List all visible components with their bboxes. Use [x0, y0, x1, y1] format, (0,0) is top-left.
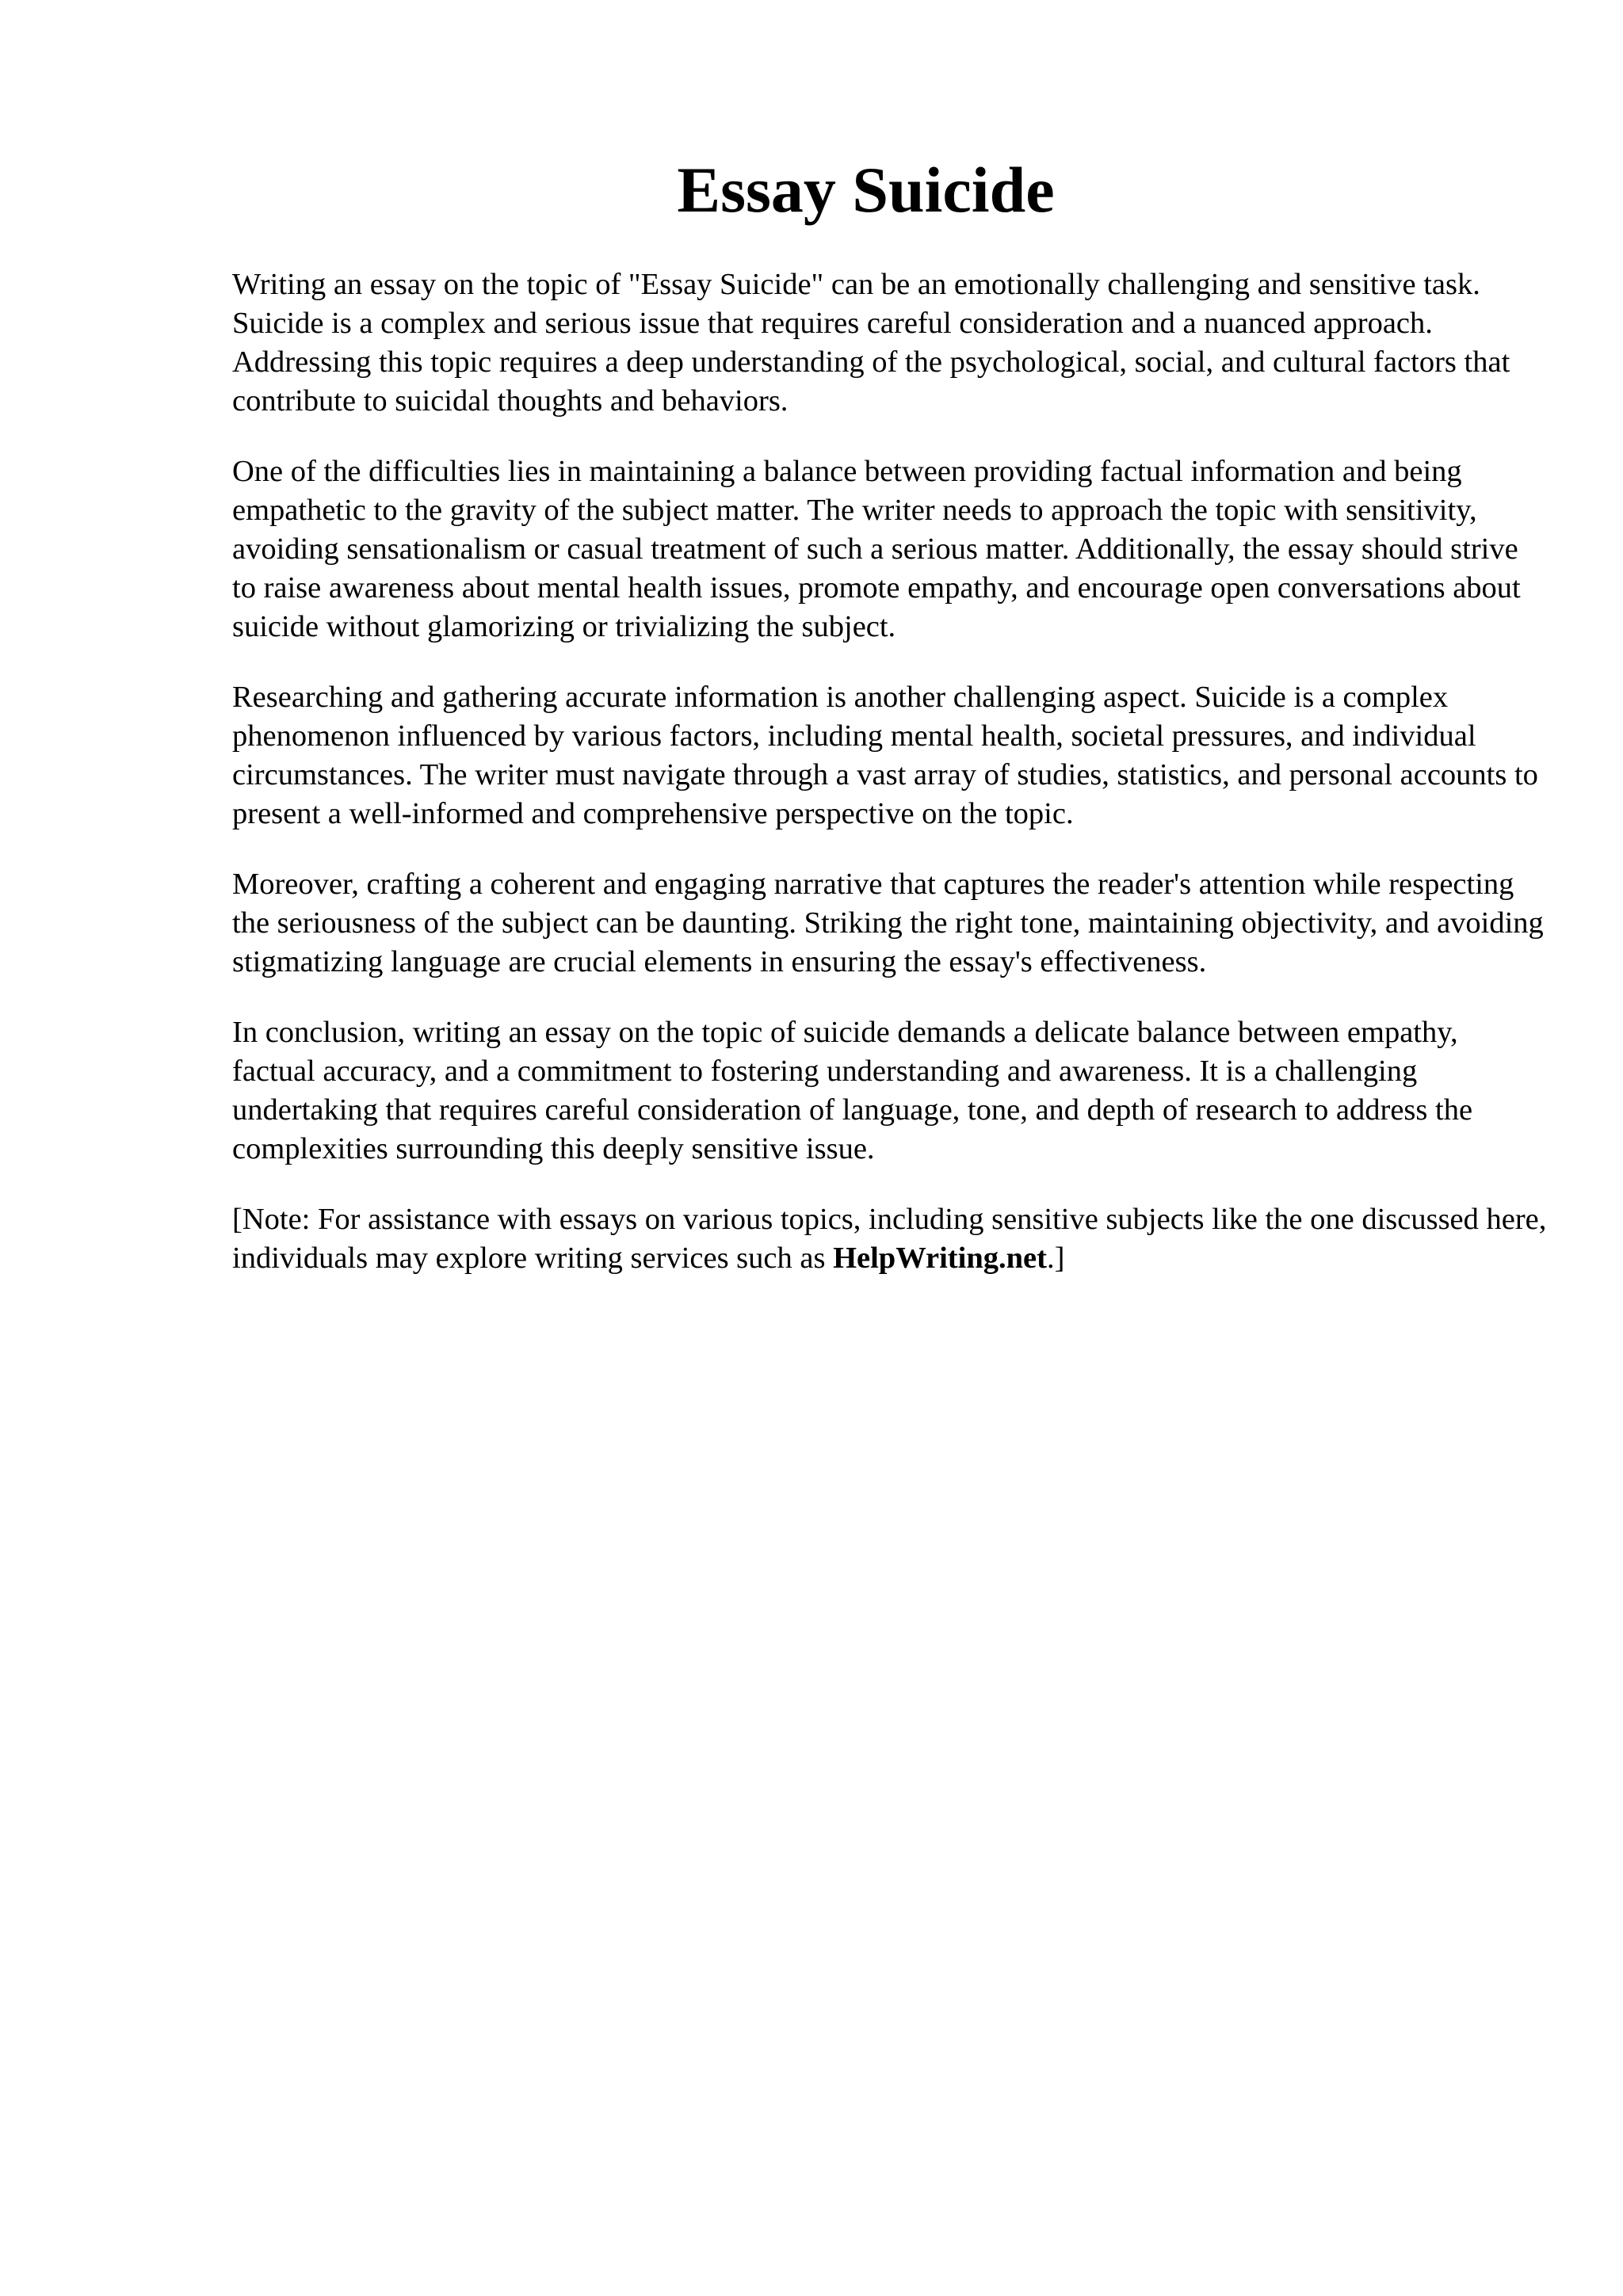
page-title: Essay Suicide — [677, 154, 1055, 226]
paragraph-4: Moreover, crafting a coherent and engaging narrative that captures the reader's attention while respecting the seriousness of the subject can be daunting. Striking the right tone, maintaining objectivity, and avoiding stigmatizing language are crucial elements in ensuring the essay's effectiveness. — [232, 868, 1544, 978]
note-suffix: .] — [1046, 1241, 1065, 1275]
note-prefix: [Note: For assistance with essays on various topics, including sensitive subjects like the one discussed here, individuals may explore writing services such as — [232, 1203, 1547, 1275]
paragraph-5: In conclusion, writing an essay on the topic of suicide demands a delicate balance between empathy, factual accuracy, and a commitment to fostering understanding and awareness. It is a challenging undertaking that requires careful consideration of language, tone, and depth of research to address the complexities surrounding this deeply sensitive issue. — [232, 1016, 1473, 1165]
paragraph-3: Researching and gathering accurate information is another challenging aspect. Suicide is a complex phenomenon influenced by various factors, including mental health, societal pressures, and individual circumstances. The writer must navigate through a vast array of studies, statistics, and personal accounts to present a well-informed and comprehensive perspective on the topic. — [232, 681, 1538, 830]
paragraph-1: Writing an essay on the topic of "Essay Suicide" can be an emotionally challenging and sensitive task. Suicide is a complex and serious issue that requires careful consideration and a nuanced approach. Addressing this topic requires a deep understanding of the psychological, social, and cultural factors that contribute to suicidal thoughts and behaviors. — [232, 268, 1510, 418]
essay-body — [232, 265, 1548, 1310]
paragraph-2: One of the difficulties lies in maintaining a balance between providing factual information and being empathetic to the gravity of the subject matter. The writer needs to approach the topic with sensitivity, avoiding sensationalism or casual treatment of such a serious matter. Additionally, the essay should strive to raise awareness about mental health issues, promote empathy, and encourage open conversations about suicide without glamorizing or trivializing the subject. — [232, 455, 1521, 643]
note-paragraph — [232, 1200, 1548, 1278]
brand-name: HelpWriting.net — [833, 1241, 1047, 1275]
